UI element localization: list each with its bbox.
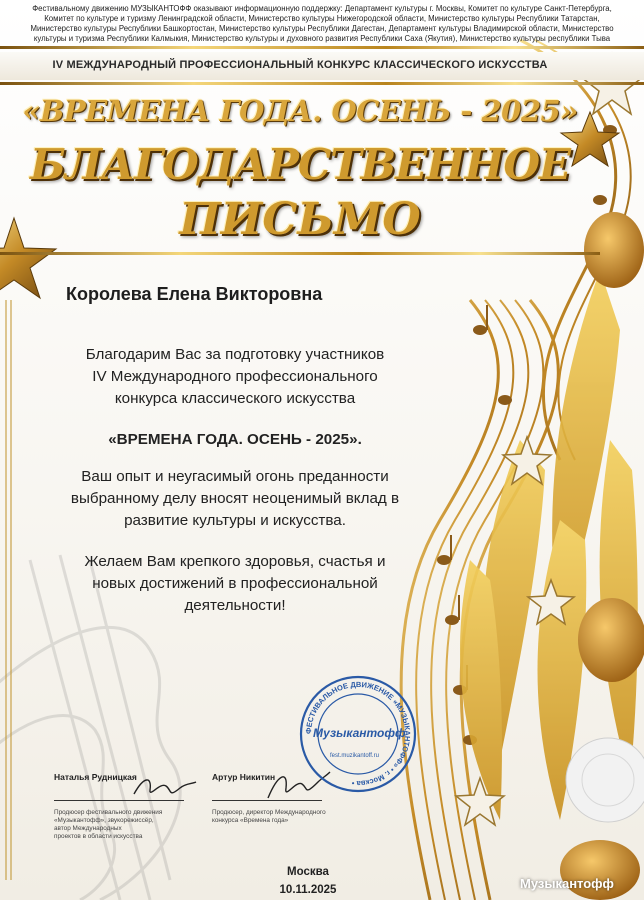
body-line: конкурса классического искусства — [114, 390, 356, 407]
contest-banner: IV МЕЖДУНАРОДНЫЙ ПРОФЕССИОНАЛЬНЫЙ КОНКУРС КЛАССИЧЕСКОГО ИСКУССТВА — [52, 59, 548, 71]
gold-divider-top — [0, 46, 644, 49]
role-line: проектов в области искусства — [54, 833, 143, 840]
support-line: Фестивальному движению МУЗЫКАНТОФФ оказывают информационную поддержку: Департамент культуры г. Москвы, Комитет по культуре Санкт-Петербурга, — [32, 4, 612, 13]
support-line: Комитет по культуре и туризму Ленинградской области, Министерство культуры Нижегородской области, Министерство культуры Республики Татарстан, — [44, 14, 600, 23]
letter-title-line2: ПИСЬМО — [179, 194, 421, 245]
role-line: автор Международных — [54, 825, 122, 832]
signatory-name: Артур Никитин — [212, 772, 276, 782]
issue-date: 10.11.2025 — [279, 884, 337, 896]
stamp-brand: Музыкантофф — [313, 726, 406, 740]
support-line: Министерство культуры Республики Башкортостан, Министерство культуры Республики Дагестан, Департамент культуры Владимирской области, Министерство — [30, 24, 614, 33]
body-line: деятельности! — [184, 597, 286, 614]
support-line: культуры и туризма Республики Калмыкия, Министерство культуры и духовного развития Республики Саха (Якутия), Министерство культуры республики Тыва — [33, 34, 611, 43]
role-line: «Музыкантофф», звукорежиссёр, — [54, 817, 154, 824]
body-line: развитие культуры и искусства. — [124, 512, 346, 529]
signatory-role — [212, 809, 326, 825]
gratitude-paragraph — [20, 344, 450, 410]
role-line: конкурса «Времена года» — [212, 817, 289, 824]
gold-divider — [0, 82, 644, 85]
body-line: Благодарим Вас за подготовку участников — [85, 346, 385, 363]
body-line: IV Международного профессионального — [92, 368, 378, 385]
signature-line — [212, 800, 322, 801]
experience-paragraph — [20, 466, 450, 532]
signatory-role — [54, 809, 162, 841]
wishes-paragraph — [20, 551, 450, 617]
stamp-url: fest.muzikantoff.ru — [330, 753, 379, 759]
body-line: Желаем Вам крепкого здоровья, счастья и — [84, 553, 386, 570]
watermark: Музыкантофф — [520, 876, 614, 891]
body-line: новых достижений в профессиональной — [92, 575, 378, 592]
body-line: Ваш опыт и неугасимый огонь преданности — [81, 468, 389, 485]
contest-title: «ВРЕМЕНА ГОДА. ОСЕНЬ - 2025» — [22, 94, 578, 128]
role-line: Продюсер, директор Международного — [212, 809, 326, 816]
stamp-ring-text: ФЕСТИВАЛЬНОЕ ДВИЖЕНИЕ «МУЗЫКАНТОФФ» • г. Москва • — [303, 679, 413, 789]
signature-line — [54, 800, 184, 801]
city: Москва — [287, 866, 329, 878]
contest-name-bold: «ВРЕМЕНА ГОДА. ОСЕНЬ - 2025». — [108, 431, 362, 448]
gold-divider-bottom — [0, 252, 600, 255]
support-text — [0, 4, 644, 44]
recipient-name: Королева Елена Викторовна — [66, 284, 323, 304]
letter-title-line1: БЛАГОДАРСТВЕННОЕ — [29, 140, 571, 189]
signature-icon — [130, 772, 200, 802]
left-border — [6, 300, 11, 880]
signatory-name: Наталья Рудницкая — [54, 772, 137, 782]
role-line: Продюсер фестивального движения — [54, 809, 163, 816]
body-line: выбранному делу вносят неоценимый вклад в — [70, 490, 400, 507]
